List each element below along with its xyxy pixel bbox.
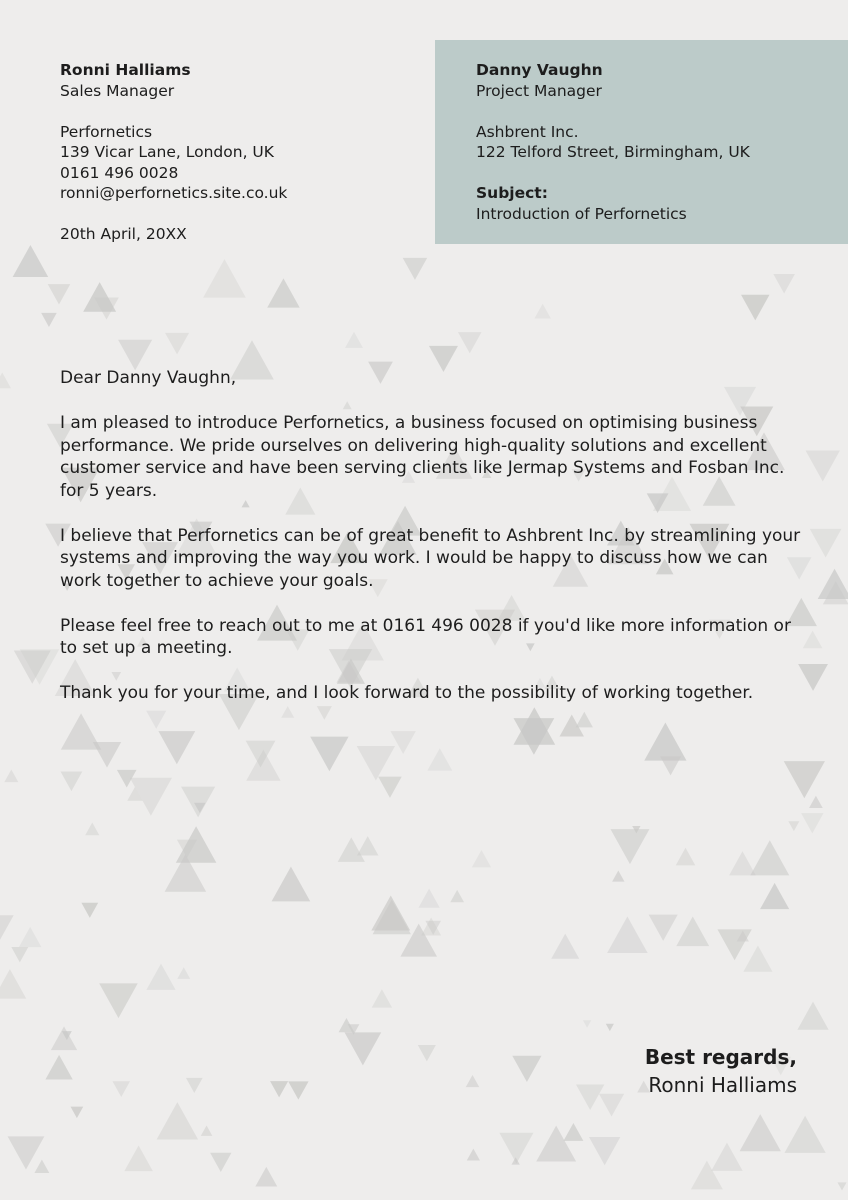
triangle-decoration: [801, 813, 823, 833]
triangle-decoration: [61, 771, 83, 791]
triangle-decoration: [158, 731, 195, 764]
triangle-decoration: [599, 1094, 624, 1117]
signature-name: Ronni Halliams: [648, 1073, 797, 1097]
letter-date: 20th April, 20XX: [60, 225, 187, 243]
triangle-decoration: [124, 1145, 152, 1171]
triangle-decoration: [378, 777, 402, 798]
closing-text: Best regards,: [644, 1045, 797, 1069]
triangle-decoration: [19, 927, 42, 947]
triangle-decoration: [112, 1081, 130, 1097]
triangle-decoration: [157, 1102, 198, 1139]
triangle-decoration: [711, 1143, 742, 1171]
triangle-decoration: [418, 889, 439, 908]
triangle-decoration: [773, 274, 795, 293]
sender-email: ronni@perfornetics.site.co.uk: [60, 184, 288, 202]
triangle-decoration: [512, 1056, 541, 1082]
triangle-decoration: [534, 304, 550, 319]
triangle-decoration: [788, 821, 799, 831]
triangle-decoration: [288, 1081, 308, 1099]
triangle-decoration: [8, 1136, 45, 1169]
triangle-decoration: [676, 848, 696, 866]
triangle-decoration: [472, 850, 491, 867]
triangle-decoration: [13, 245, 49, 277]
triangle-decoration: [181, 787, 215, 818]
recipient-address: 122 Telford Street, Birmingham, UK: [476, 143, 750, 161]
recipient-name: Danny Vaughn: [476, 61, 603, 79]
triangle-decoration: [589, 1137, 620, 1165]
triangle-decoration: [740, 1114, 781, 1151]
triangle-decoration: [427, 748, 452, 770]
triangle-decoration: [750, 840, 789, 875]
triangle-decoration: [806, 451, 840, 482]
subject-label: Subject:: [476, 184, 548, 202]
triangle-decoration: [99, 983, 138, 1018]
triangle-decoration: [644, 723, 686, 761]
triangle-decoration: [372, 989, 392, 1007]
triangle-decoration: [729, 851, 756, 875]
triangle-decoration: [41, 313, 57, 327]
triangle-decoration: [741, 295, 769, 321]
triangle-decoration: [345, 332, 363, 348]
triangle-decoration: [255, 1167, 277, 1187]
triangle-decoration: [784, 761, 825, 798]
triangle-decoration: [583, 1020, 591, 1027]
triangle-decoration: [837, 1182, 846, 1190]
triangle-decoration: [146, 964, 175, 990]
triangle-decoration: [246, 750, 280, 781]
triangle-decoration: [373, 900, 411, 934]
triangle-decoration: [345, 1032, 382, 1065]
recipient-company: Ashbrent Inc.: [476, 122, 579, 141]
triangle-decoration: [203, 259, 246, 297]
triangle-decoration: [357, 746, 395, 781]
paragraph: Please feel free to reach out to me at 0161 496 0028 if you'd like more information or to set up a meeting.: [60, 615, 791, 658]
sender-phone: 0161 496 0028: [60, 163, 179, 182]
triangle-decoration: [810, 529, 842, 558]
triangle-decoration: [421, 917, 441, 935]
triangle-decoration: [4, 770, 18, 783]
triangle-decoration: [743, 946, 772, 972]
triangle-decoration: [272, 867, 311, 902]
triangle-decoration: [267, 278, 299, 307]
triangle-decoration: [803, 631, 823, 649]
triangle-decoration: [310, 737, 348, 772]
triangle-decoration: [809, 796, 823, 808]
triangle-decoration: [201, 1126, 213, 1136]
triangle-decoration: [403, 258, 428, 280]
triangle-decoration: [357, 836, 379, 855]
recipient-title: Project Manager: [476, 81, 602, 100]
triangle-decoration: [165, 333, 189, 355]
triangle-decoration: [0, 915, 14, 940]
triangle-decoration: [418, 1045, 436, 1061]
triangle-decoration: [466, 1075, 479, 1087]
sender-title: Sales Manager: [60, 81, 175, 100]
triangle-decoration: [676, 917, 709, 947]
triangle-decoration: [71, 1107, 84, 1118]
letter-body: [60, 367, 805, 727]
triangle-decoration: [81, 903, 98, 918]
triangle-decoration: [118, 340, 152, 371]
paragraph: I believe that Perfornetics can be of great benefit to Ashbrent Inc. by streamlining your systems and improving the way you work. I would be happy to discuss how we can work together to achieve your goals.: [60, 525, 801, 591]
triangle-decoration: [610, 829, 649, 864]
triangle-decoration: [450, 890, 464, 902]
triangle-decoration: [458, 332, 482, 353]
triangle-decoration: [797, 1002, 828, 1030]
triangle-decoration: [186, 1078, 203, 1093]
triangle-decoration: [576, 1084, 604, 1110]
triangle-decoration: [551, 934, 579, 959]
triangle-decoration: [499, 1133, 533, 1164]
subject-text: Introduction of Perfornetics: [476, 204, 687, 223]
recipient-info: [476, 60, 750, 224]
greeting: Dear Danny Vaughn,: [60, 368, 237, 388]
sender-info: [60, 60, 287, 245]
triangle-decoration: [760, 883, 789, 909]
sender-address: 139 Vicar Lane, London, UK: [60, 143, 274, 161]
triangle-decoration: [11, 947, 28, 962]
triangle-decoration: [0, 373, 11, 389]
triangle-decoration: [607, 917, 648, 953]
triangle-decoration: [270, 1081, 288, 1097]
closing-block: [645, 1043, 797, 1099]
paragraph: I am pleased to introduce Perfornetics, a business focused on optimising business performance. We pride ourselves on delivering high-quality solutions and excellent customer service and have been serving clients like Jermap Systems and Fosban Inc. for 5 years.: [60, 413, 785, 501]
triangle-decoration: [45, 1055, 72, 1080]
triangle-decoration: [51, 1026, 77, 1050]
triangle-decoration: [48, 284, 71, 304]
triangle-decoration: [210, 1153, 231, 1172]
triangle-decoration: [649, 915, 678, 941]
triangle-decoration: [177, 967, 190, 979]
triangle-decoration: [784, 1116, 825, 1153]
paragraph: Thank you for your time, and I look forward to the possibility of working together.: [60, 683, 754, 703]
triangle-decoration: [606, 1024, 614, 1031]
triangle-decoration: [467, 1149, 480, 1161]
sender-name: Ronni Halliams: [60, 61, 191, 79]
triangle-decoration: [34, 1160, 49, 1173]
triangle-decoration: [612, 871, 624, 882]
sender-company: Perfornetics: [60, 122, 153, 141]
triangle-decoration: [0, 969, 26, 998]
triangle-decoration: [563, 1123, 583, 1141]
triangle-decoration: [390, 731, 415, 754]
triangle-decoration: [717, 929, 751, 960]
triangle-decoration: [85, 823, 99, 836]
